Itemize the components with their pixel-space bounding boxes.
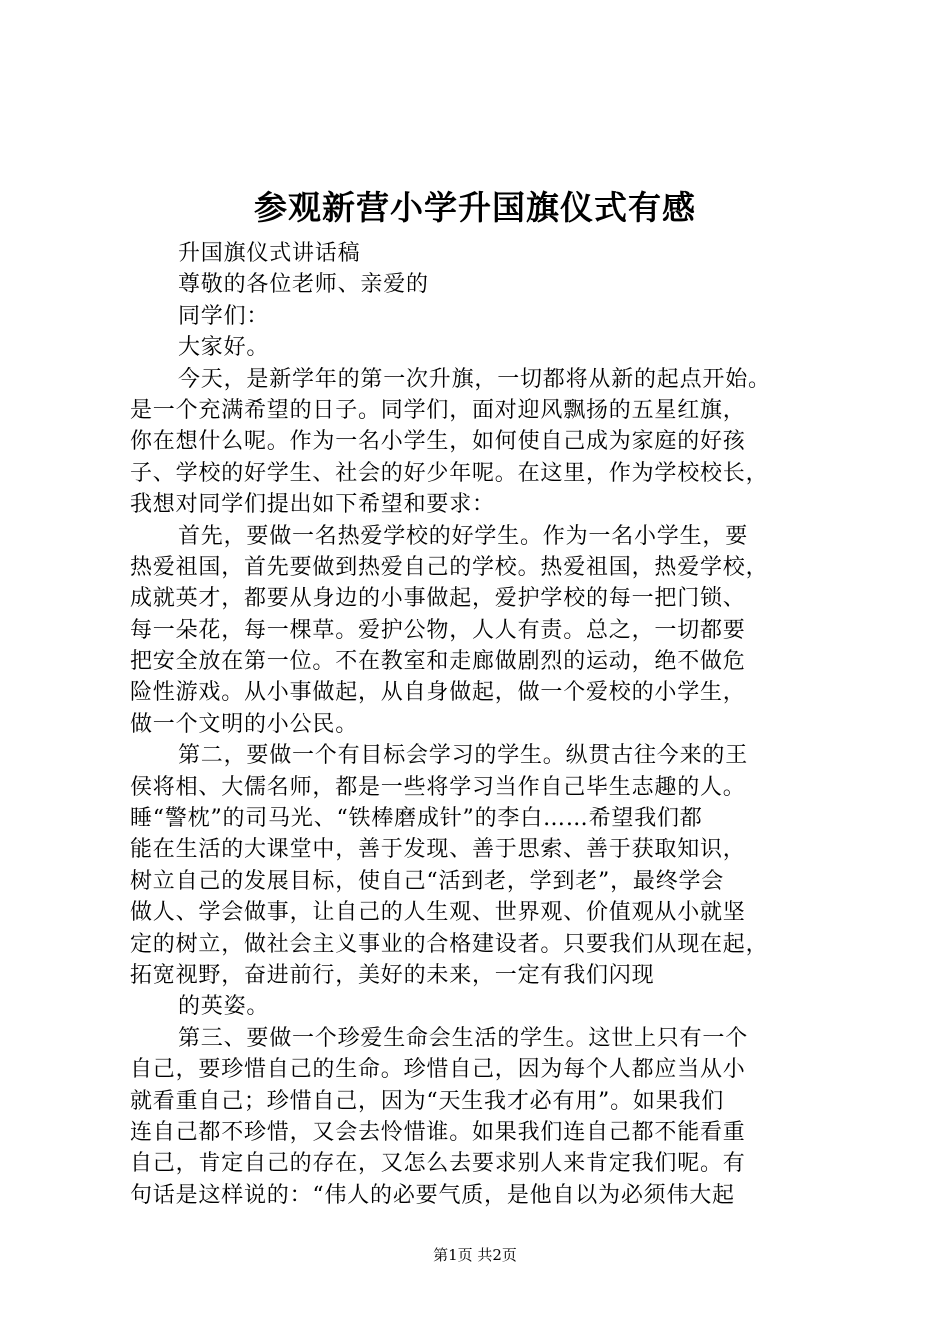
page-footer: 第1页 共2页 — [433, 1246, 517, 1264]
text-line: 做一个文明的小公民。 — [130, 711, 359, 737]
text-line: 热爱祖国，首先要做到热爱自己的学校。热爱祖国，热爱学校， — [130, 554, 769, 580]
text-line: 每一朵花，每一棵草。爱护公物，人人有责。总之，一切都要 — [130, 617, 746, 643]
document-title: 参观新营小学升国旗仪式有感 — [254, 188, 696, 227]
text-line: 同学们： — [178, 303, 270, 329]
text-line: 定的树立，做社会主义事业的合格建设者。只要我们从现在起， — [130, 931, 769, 957]
text-line: 句话是这样说的：“伟人的必要气质，是他自以为必须伟大起 — [130, 1182, 735, 1208]
text-line: 险性游戏。从小事做起，从自身做起，做一个爱校的小学生， — [130, 680, 746, 706]
text-line: 的英姿。 — [178, 994, 270, 1020]
text-line: 今天，是新学年的第一次升旗，一切都将从新的起点开始。 — [178, 366, 771, 392]
text-line: 就看重自己；珍惜自己，因为“天生我才必有用”。如果我们 — [130, 1088, 725, 1114]
text-line: 成就英才，都要从身边的小事做起，爱护学校的每一把门锁、 — [130, 586, 746, 612]
text-line: 首先，要做一名热爱学校的好学生。作为一名小学生，要 — [178, 523, 749, 549]
text-line: 我想对同学们提出如下希望和要求： — [130, 492, 495, 518]
text-line: 大家好。 — [178, 335, 270, 361]
text-line: 拓宽视野，奋进前行，美好的未来，一定有我们闪现 — [130, 962, 655, 988]
text-line: 做人、学会做事，让自己的人生观、世界观、价值观从小就坚 — [130, 900, 746, 926]
text-line: 尊敬的各位老师、亲爱的 — [178, 272, 429, 298]
text-line: 子、学校的好学生、社会的好少年呢。在这里，作为学校校长， — [130, 460, 769, 486]
text-line: 是一个充满希望的日子。同学们，面对迎风飘扬的五星红旗， — [130, 397, 746, 423]
text-line: 树立自己的发展目标，使自己“活到老，学到老”，最终学会 — [130, 868, 725, 894]
text-line: 你在想什么呢。作为一名小学生，如何使自己成为家庭的好孩 — [130, 429, 746, 455]
text-line: 第二，要做一个有目标会学习的学生。纵贯古往今来的王 — [178, 743, 749, 769]
text-line: 连自己都不珍惜，又会去怜惜谁。如果我们连自己都不能看重 — [130, 1119, 746, 1145]
text-line: 能在生活的大课堂中，善于发现、善于思索、善于获取知识， — [130, 837, 746, 863]
text-line: 升国旗仪式讲话稿 — [178, 241, 361, 266]
text-line: 自己，要珍惜自己的生命。珍惜自己，因为每个人都应当从小 — [130, 1057, 746, 1083]
text-line: 侯将相、大儒名师，都是一些将学习当作自己毕生志趣的人。 — [130, 774, 746, 800]
text-line: 第三、要做一个珍爱生命会生活的学生。这世上只有一个 — [178, 1025, 749, 1051]
text-line: 把安全放在第一位。不在教室和走廊做剧烈的运动，绝不做危 — [130, 649, 746, 675]
text-line: 自己，肯定自己的存在，又怎么去要求别人来肯定我们呢。有 — [130, 1151, 746, 1177]
text-line: 睡“警枕”的司马光、“铁棒磨成针”的李白……希望我们都 — [130, 806, 703, 832]
document-body — [130, 238, 830, 1211]
